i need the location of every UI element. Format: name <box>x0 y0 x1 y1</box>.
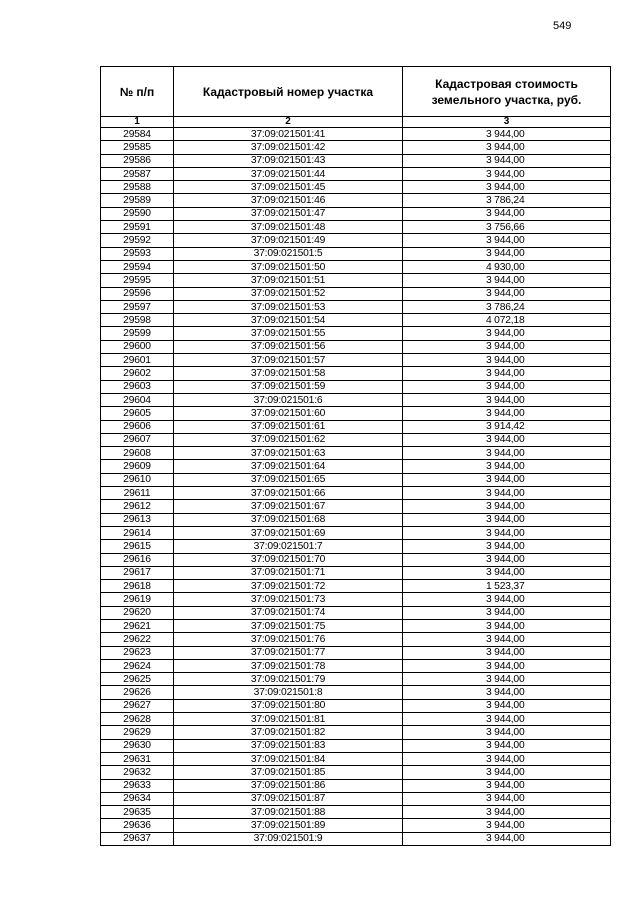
cadastral-value-cell: 3 944,00 <box>403 646 611 659</box>
cadastral-value-cell: 3 786,24 <box>403 300 611 313</box>
table-row <box>101 407 611 420</box>
row-num-cell: 29628 <box>101 713 174 726</box>
cadastral-value-cell: 3 944,00 <box>403 779 611 792</box>
row-num-cell: 29630 <box>101 739 174 752</box>
cadastral-value-cell: 3 944,00 <box>403 713 611 726</box>
table-row <box>101 393 611 406</box>
table-row <box>101 593 611 606</box>
cadastral-number-cell: 37:09:021501:68 <box>174 513 403 526</box>
cadastral-number-cell: 37:09:021501:41 <box>174 128 403 141</box>
row-num-cell: 29603 <box>101 380 174 393</box>
column-number-1: 1 <box>101 117 174 128</box>
cadastral-value-cell: 3 944,00 <box>403 806 611 819</box>
row-num-cell: 29610 <box>101 473 174 486</box>
row-num-cell: 29587 <box>101 167 174 180</box>
cadastral-number-cell: 37:09:021501:45 <box>174 181 403 194</box>
table-row <box>101 633 611 646</box>
row-num-cell: 29633 <box>101 779 174 792</box>
table-row <box>101 354 611 367</box>
cadastral-value-cell: 3 944,00 <box>403 407 611 420</box>
table-row <box>101 526 611 539</box>
cadastral-number-cell: 37:09:021501:65 <box>174 473 403 486</box>
table-row <box>101 380 611 393</box>
cadastral-value-cell: 3 944,00 <box>403 553 611 566</box>
cadastral-number-cell: 37:09:021501:76 <box>174 633 403 646</box>
table-row <box>101 619 611 632</box>
cadastral-value-cell: 3 756,66 <box>403 221 611 234</box>
cadastral-number-cell: 37:09:021501:64 <box>174 460 403 473</box>
row-num-cell: 29593 <box>101 247 174 260</box>
cadastral-value-cell: 3 944,00 <box>403 447 611 460</box>
cadastral-number-cell: 37:09:021501:55 <box>174 327 403 340</box>
row-num-cell: 29586 <box>101 154 174 167</box>
table-row <box>101 726 611 739</box>
table-row <box>101 167 611 180</box>
cadastral-value-cell: 3 944,00 <box>403 181 611 194</box>
cadastral-value-cell: 3 944,00 <box>403 500 611 513</box>
cadastral-number-cell: 37:09:021501:50 <box>174 260 403 273</box>
cadastral-value-cell: 3 944,00 <box>403 128 611 141</box>
row-num-cell: 29634 <box>101 792 174 805</box>
table-row <box>101 473 611 486</box>
cadastral-number-cell: 37:09:021501:63 <box>174 447 403 460</box>
table-row <box>101 553 611 566</box>
cadastral-number-cell: 37:09:021501:53 <box>174 300 403 313</box>
table-row <box>101 234 611 247</box>
cadastral-value-cell: 3 944,00 <box>403 739 611 752</box>
table-row <box>101 779 611 792</box>
row-num-cell: 29618 <box>101 580 174 593</box>
row-num-cell: 29589 <box>101 194 174 207</box>
cadastral-number-cell: 37:09:021501:75 <box>174 619 403 632</box>
cadastral-value-cell: 3 944,00 <box>403 673 611 686</box>
cadastral-value-cell: 3 944,00 <box>403 832 611 845</box>
table-body <box>101 128 611 846</box>
cadastral-number-cell: 37:09:021501:66 <box>174 487 403 500</box>
cadastral-number-cell: 37:09:021501:69 <box>174 526 403 539</box>
row-num-cell: 29627 <box>101 699 174 712</box>
row-num-cell: 29597 <box>101 300 174 313</box>
row-num-cell: 29611 <box>101 487 174 500</box>
cadastral-number-cell: 37:09:021501:78 <box>174 659 403 672</box>
cadastral-number-cell: 37:09:021501:77 <box>174 646 403 659</box>
cadastral-number-cell: 37:09:021501:74 <box>174 606 403 619</box>
cadastral-value-cell: 3 944,00 <box>403 207 611 220</box>
cadastral-value-cell: 1 523,37 <box>403 580 611 593</box>
row-num-cell: 29584 <box>101 128 174 141</box>
cadastral-number-cell: 37:09:021501:47 <box>174 207 403 220</box>
cadastral-number-cell: 37:09:021501:44 <box>174 167 403 180</box>
table-row <box>101 819 611 832</box>
cadastral-value-cell: 3 944,00 <box>403 154 611 167</box>
row-num-cell: 29600 <box>101 340 174 353</box>
row-num-cell: 29598 <box>101 314 174 327</box>
cadastral-value-table <box>100 66 611 846</box>
table-row <box>101 194 611 207</box>
row-num-cell: 29616 <box>101 553 174 566</box>
table-row <box>101 433 611 446</box>
table-row <box>101 420 611 433</box>
row-num-cell: 29632 <box>101 766 174 779</box>
cadastral-number-cell: 37:09:021501:49 <box>174 234 403 247</box>
cadastral-value-cell: 4 072,18 <box>403 314 611 327</box>
cadastral-value-cell: 4 930,00 <box>403 260 611 273</box>
cadastral-value-cell: 3 944,00 <box>403 167 611 180</box>
cadastral-number-cell: 37:09:021501:85 <box>174 766 403 779</box>
row-num-cell: 29595 <box>101 274 174 287</box>
table-row <box>101 300 611 313</box>
table-row <box>101 154 611 167</box>
table-row <box>101 792 611 805</box>
cadastral-number-cell: 37:09:021501:79 <box>174 673 403 686</box>
row-num-cell: 29609 <box>101 460 174 473</box>
row-num-cell: 29615 <box>101 540 174 553</box>
cadastral-value-cell: 3 944,00 <box>403 460 611 473</box>
table-row <box>101 274 611 287</box>
table-row <box>101 713 611 726</box>
cadastral-number-cell: 37:09:021501:52 <box>174 287 403 300</box>
cadastral-value-cell: 3 944,00 <box>403 792 611 805</box>
table-row <box>101 686 611 699</box>
cadastral-number-cell: 37:09:021501:48 <box>174 221 403 234</box>
cadastral-value-cell: 3 786,24 <box>403 194 611 207</box>
cadastral-value-cell: 3 944,00 <box>403 633 611 646</box>
header-num: № п/п <box>101 67 174 117</box>
table-row <box>101 367 611 380</box>
row-num-cell: 29596 <box>101 287 174 300</box>
cadastral-value-cell: 3 944,00 <box>403 487 611 500</box>
cadastral-number-cell: 37:09:021501:56 <box>174 340 403 353</box>
row-num-cell: 29612 <box>101 500 174 513</box>
row-num-cell: 29623 <box>101 646 174 659</box>
row-num-cell: 29599 <box>101 327 174 340</box>
cadastral-number-cell: 37:09:021501:67 <box>174 500 403 513</box>
row-num-cell: 29592 <box>101 234 174 247</box>
cadastral-number-cell: 37:09:021501:70 <box>174 553 403 566</box>
cadastral-number-cell: 37:09:021501:42 <box>174 141 403 154</box>
cadastral-number-cell: 37:09:021501:71 <box>174 566 403 579</box>
cadastral-value-cell: 3 944,00 <box>403 327 611 340</box>
column-number-2: 2 <box>174 117 403 128</box>
cadastral-number-cell: 37:09:021501:54 <box>174 314 403 327</box>
cadastral-value-cell: 3 944,00 <box>403 247 611 260</box>
table-row <box>101 207 611 220</box>
cadastral-number-cell: 37:09:021501:84 <box>174 752 403 765</box>
row-num-cell: 29613 <box>101 513 174 526</box>
row-num-cell: 29629 <box>101 726 174 739</box>
cadastral-number-cell: 37:09:021501:89 <box>174 819 403 832</box>
cadastral-number-cell: 37:09:021501:51 <box>174 274 403 287</box>
row-num-cell: 29617 <box>101 566 174 579</box>
cadastral-number-cell: 37:09:021501:73 <box>174 593 403 606</box>
table-row <box>101 340 611 353</box>
header-cadastral-value-line1: Кадастровая стоимость <box>435 76 578 91</box>
header-cadastral-number: Кадастровый номер участка <box>174 67 403 117</box>
cadastral-value-cell: 3 914,42 <box>403 420 611 433</box>
cadastral-number-cell: 37:09:021501:81 <box>174 713 403 726</box>
cadastral-value-cell: 3 944,00 <box>403 766 611 779</box>
row-num-cell: 29585 <box>101 141 174 154</box>
table-row <box>101 659 611 672</box>
row-num-cell: 29624 <box>101 659 174 672</box>
header-cadastral-value <box>403 67 611 117</box>
row-num-cell: 29601 <box>101 354 174 367</box>
table-row <box>101 673 611 686</box>
row-num-cell: 29622 <box>101 633 174 646</box>
cadastral-value-cell: 3 944,00 <box>403 659 611 672</box>
cadastral-number-cell: 37:09:021501:9 <box>174 832 403 845</box>
table-row <box>101 247 611 260</box>
cadastral-number-cell: 37:09:021501:80 <box>174 699 403 712</box>
row-num-cell: 29620 <box>101 606 174 619</box>
cadastral-number-cell: 37:09:021501:46 <box>174 194 403 207</box>
table-row <box>101 806 611 819</box>
cadastral-value-cell: 3 944,00 <box>403 606 611 619</box>
cadastral-value-cell: 3 944,00 <box>403 380 611 393</box>
row-num-cell: 29614 <box>101 526 174 539</box>
table-row <box>101 752 611 765</box>
cadastral-number-cell: 37:09:021501:62 <box>174 433 403 446</box>
table-row <box>101 646 611 659</box>
table-row <box>101 513 611 526</box>
row-num-cell: 29637 <box>101 832 174 845</box>
cadastral-value-cell: 3 944,00 <box>403 619 611 632</box>
cadastral-number-cell: 37:09:021501:82 <box>174 726 403 739</box>
page-number: 549 <box>553 20 572 32</box>
cadastral-number-cell: 37:09:021501:86 <box>174 779 403 792</box>
table-row <box>101 739 611 752</box>
table-row <box>101 447 611 460</box>
cadastral-value-cell: 3 944,00 <box>403 752 611 765</box>
cadastral-value-cell: 3 944,00 <box>403 513 611 526</box>
table-row <box>101 606 611 619</box>
table-row <box>101 766 611 779</box>
cadastral-number-cell: 37:09:021501:87 <box>174 792 403 805</box>
cadastral-number-cell: 37:09:021501:60 <box>174 407 403 420</box>
cadastral-number-cell: 37:09:021501:83 <box>174 739 403 752</box>
cadastral-value-cell: 3 944,00 <box>403 393 611 406</box>
row-num-cell: 29591 <box>101 221 174 234</box>
cadastral-value-cell: 3 944,00 <box>403 726 611 739</box>
row-num-cell: 29590 <box>101 207 174 220</box>
row-num-cell: 29606 <box>101 420 174 433</box>
cadastral-number-cell: 37:09:021501:7 <box>174 540 403 553</box>
table-row <box>101 566 611 579</box>
table-row <box>101 141 611 154</box>
table-row <box>101 540 611 553</box>
cadastral-value-cell: 3 944,00 <box>403 141 611 154</box>
table-row <box>101 128 611 141</box>
table-row <box>101 487 611 500</box>
row-num-cell: 29626 <box>101 686 174 699</box>
row-num-cell: 29636 <box>101 819 174 832</box>
table-row <box>101 460 611 473</box>
cadastral-value-cell: 3 944,00 <box>403 540 611 553</box>
cadastral-value-cell: 3 944,00 <box>403 566 611 579</box>
row-num-cell: 29621 <box>101 619 174 632</box>
header-cadastral-value-line2: земельного участка, руб. <box>431 92 582 107</box>
table-row <box>101 221 611 234</box>
cadastral-value-cell: 3 944,00 <box>403 526 611 539</box>
table-row <box>101 260 611 273</box>
cadastral-value-cell: 3 944,00 <box>403 354 611 367</box>
cadastral-number-cell: 37:09:021501:72 <box>174 580 403 593</box>
column-number-3: 3 <box>403 117 611 128</box>
cadastral-number-cell: 37:09:021501:59 <box>174 380 403 393</box>
row-num-cell: 29605 <box>101 407 174 420</box>
row-num-cell: 29631 <box>101 752 174 765</box>
row-num-cell: 29604 <box>101 393 174 406</box>
table-row <box>101 580 611 593</box>
cadastral-number-cell: 37:09:021501:57 <box>174 354 403 367</box>
row-num-cell: 29602 <box>101 367 174 380</box>
cadastral-value-cell: 3 944,00 <box>403 699 611 712</box>
cadastral-number-cell: 37:09:021501:43 <box>174 154 403 167</box>
cadastral-number-cell: 37:09:021501:5 <box>174 247 403 260</box>
row-num-cell: 29588 <box>101 181 174 194</box>
cadastral-value-cell: 3 944,00 <box>403 819 611 832</box>
cadastral-value-cell: 3 944,00 <box>403 433 611 446</box>
cadastral-value-cell: 3 944,00 <box>403 234 611 247</box>
row-num-cell: 29625 <box>101 673 174 686</box>
cadastral-value-cell: 3 944,00 <box>403 274 611 287</box>
table-row <box>101 832 611 845</box>
cadastral-value-cell: 3 944,00 <box>403 593 611 606</box>
table-row <box>101 699 611 712</box>
row-num-cell: 29619 <box>101 593 174 606</box>
table-row <box>101 327 611 340</box>
row-num-cell: 29635 <box>101 806 174 819</box>
cadastral-value-cell: 3 944,00 <box>403 367 611 380</box>
row-num-cell: 29594 <box>101 260 174 273</box>
cadastral-number-cell: 37:09:021501:88 <box>174 806 403 819</box>
row-num-cell: 29607 <box>101 433 174 446</box>
cadastral-value-cell: 3 944,00 <box>403 340 611 353</box>
cadastral-value-cell: 3 944,00 <box>403 287 611 300</box>
cadastral-number-cell: 37:09:021501:8 <box>174 686 403 699</box>
table-row <box>101 314 611 327</box>
table-row <box>101 500 611 513</box>
cadastral-value-cell: 3 944,00 <box>403 473 611 486</box>
row-num-cell: 29608 <box>101 447 174 460</box>
cadastral-value-cell: 3 944,00 <box>403 686 611 699</box>
cadastral-number-cell: 37:09:021501:6 <box>174 393 403 406</box>
table-row <box>101 181 611 194</box>
cadastral-number-cell: 37:09:021501:58 <box>174 367 403 380</box>
cadastral-number-cell: 37:09:021501:61 <box>174 420 403 433</box>
table-row <box>101 287 611 300</box>
